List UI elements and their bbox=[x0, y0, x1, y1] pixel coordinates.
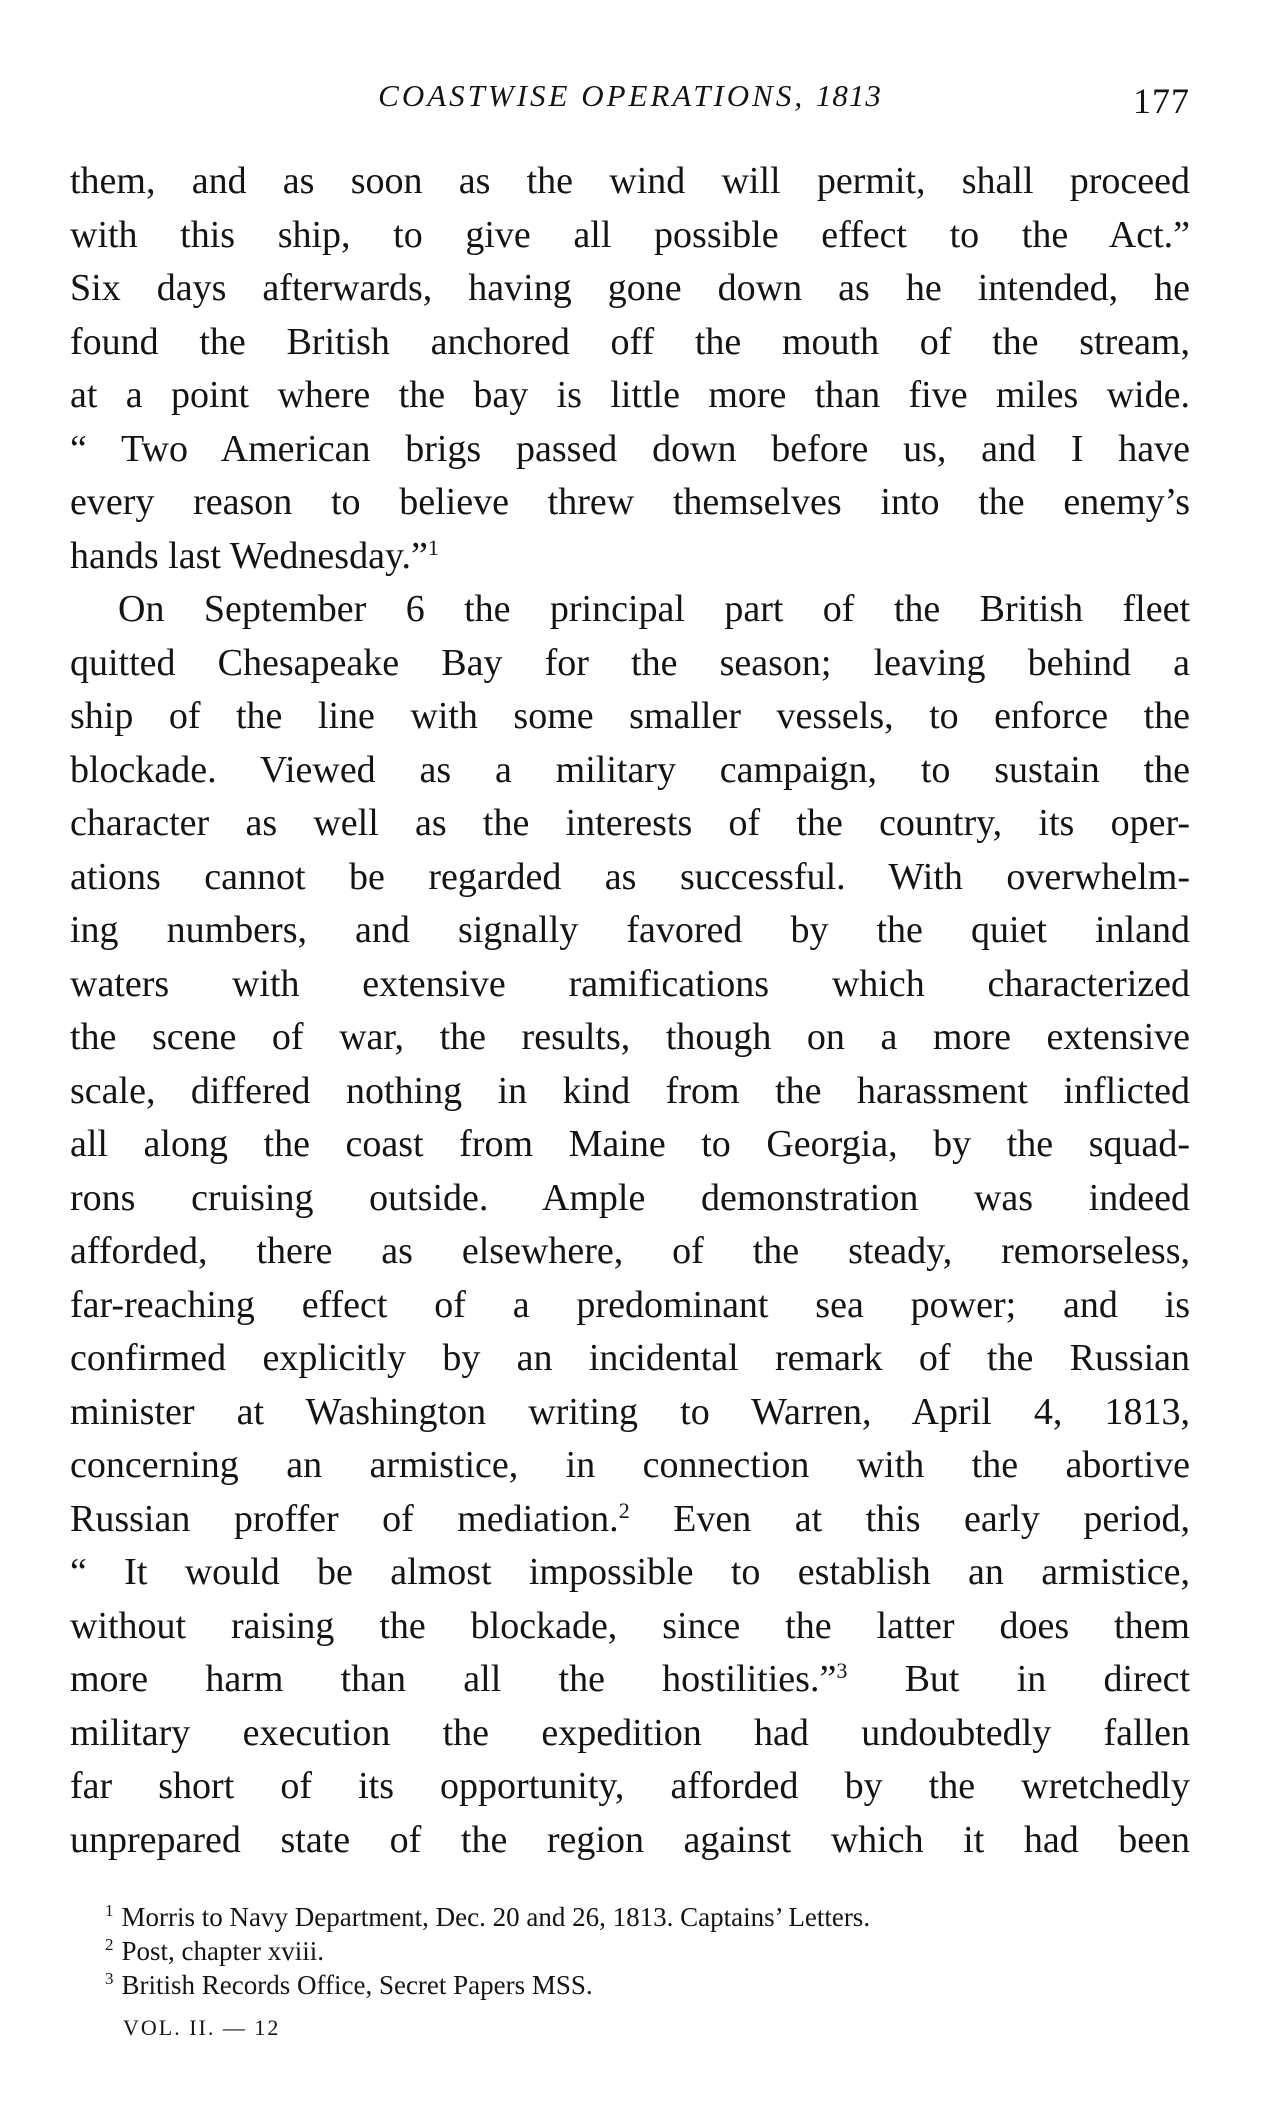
text-line: confirmed explicitly by an incidental remark of the Russian bbox=[70, 1337, 1190, 1379]
text-line: every reason to believe threw themselves into the enemy’s bbox=[70, 481, 1190, 523]
text-line: minister at Washington writing to Warren, April 4, 1813, bbox=[70, 1390, 1190, 1433]
footnote bbox=[105, 1900, 1205, 1934]
page-number: 177 bbox=[1133, 81, 1190, 121]
text-line: On September 6 the principal part of the British fleet bbox=[118, 588, 1190, 630]
footnote bbox=[105, 1934, 1205, 1968]
footnote bbox=[105, 1968, 1205, 2002]
text-line: far short of its opportunity, afforded by the wretchedly bbox=[70, 1765, 1190, 1807]
text-line: scale, differed nothing in kind from the harassment inflicted bbox=[70, 1069, 1190, 1112]
text-line: “ Two American brigs passed down before us, and I have bbox=[70, 427, 1190, 470]
footnote-text: Post, chapter xviii. bbox=[121, 1936, 324, 1966]
text-line: ing numbers, and signally favored by the quiet inland bbox=[70, 909, 1190, 951]
text-line: waters with extensive ramifications which characterized bbox=[70, 962, 1190, 1005]
text-line: them, and as soon as the wind will permit, shall proceed bbox=[70, 160, 1190, 202]
text-line: rons cruising outside. Ample demonstration was indeed bbox=[70, 1176, 1190, 1219]
text-segment: But in direct bbox=[847, 1658, 1190, 1700]
footnote-text: Morris to Navy Department, Dec. 20 and 26, 1813. Captains’ Letters. bbox=[121, 1902, 871, 1932]
running-head bbox=[70, 78, 1190, 128]
footnote-marker: 1 bbox=[427, 534, 439, 560]
text-line: the scene of war, the results, though on a more extensive bbox=[70, 1016, 1190, 1058]
footnote-text: British Records Office, Secret Papers MSS. bbox=[121, 1970, 593, 2000]
text-line: far-reaching effect of a predominant sea power; and is bbox=[70, 1283, 1190, 1326]
running-title-year: 1813 bbox=[815, 78, 882, 113]
text-line: all along the coast from Maine to Georgia, by the squad- bbox=[70, 1123, 1190, 1165]
text-line: character as well as the interests of the country, its oper- bbox=[70, 802, 1190, 844]
running-title bbox=[70, 78, 1190, 114]
body-text bbox=[70, 155, 1190, 1867]
text-line: “ It would be almost impossible to establish an armistice, bbox=[70, 1551, 1190, 1593]
footnote-number: 2 bbox=[105, 1935, 114, 1954]
text-line: military execution the expedition had undoubtedly fallen bbox=[70, 1711, 1190, 1754]
signature-mark: VOL. II. — 12 bbox=[123, 2015, 281, 2040]
text-line: without raising the blockade, since the latter does them bbox=[70, 1604, 1190, 1647]
footnotes bbox=[105, 1900, 1205, 2002]
text-line: afforded, there as elsewhere, of the steady, remorseless, bbox=[70, 1230, 1190, 1272]
text-line: concerning an armistice, in connection with the abortive bbox=[70, 1444, 1190, 1486]
text-line: blockade. Viewed as a military campaign, to sustain the bbox=[70, 748, 1190, 791]
running-title-main: COASTWISE OPERATIONS, bbox=[378, 78, 806, 113]
footnote-number: 3 bbox=[105, 1969, 114, 1988]
footnote-marker: 2 bbox=[618, 1497, 630, 1523]
text-segment: Even at this early period, bbox=[629, 1497, 1190, 1540]
footnote-marker: 3 bbox=[836, 1658, 848, 1683]
text-line bbox=[70, 530, 1190, 584]
text-line: unprepared state of the region against which it had been bbox=[70, 1818, 1190, 1861]
text-segment: Russian proffer of mediation. bbox=[70, 1497, 619, 1540]
text-line: found the British anchored off the mouth of the stream, bbox=[70, 320, 1190, 363]
text-line: with this ship, to give all possible effect to the Act.” bbox=[70, 213, 1190, 256]
text-line bbox=[70, 1653, 1190, 1707]
text-line bbox=[70, 1493, 1190, 1547]
footnote-number: 1 bbox=[105, 1901, 114, 1920]
text-line: at a point where the bay is little more than five miles wide. bbox=[70, 374, 1190, 416]
text-line: Six days afterwards, having gone down as he intended, he bbox=[70, 267, 1190, 309]
text-line: ations cannot be regarded as successful. With overwhelm- bbox=[70, 855, 1190, 898]
text-line: ship of the line with some smaller vessels, to enforce the bbox=[70, 695, 1190, 737]
text-line: quitted Chesapeake Bay for the season; leaving behind a bbox=[70, 641, 1190, 684]
text-segment: more harm than all the hostilities.” bbox=[70, 1658, 837, 1700]
text-segment: hands last Wednesday.” bbox=[70, 534, 428, 577]
